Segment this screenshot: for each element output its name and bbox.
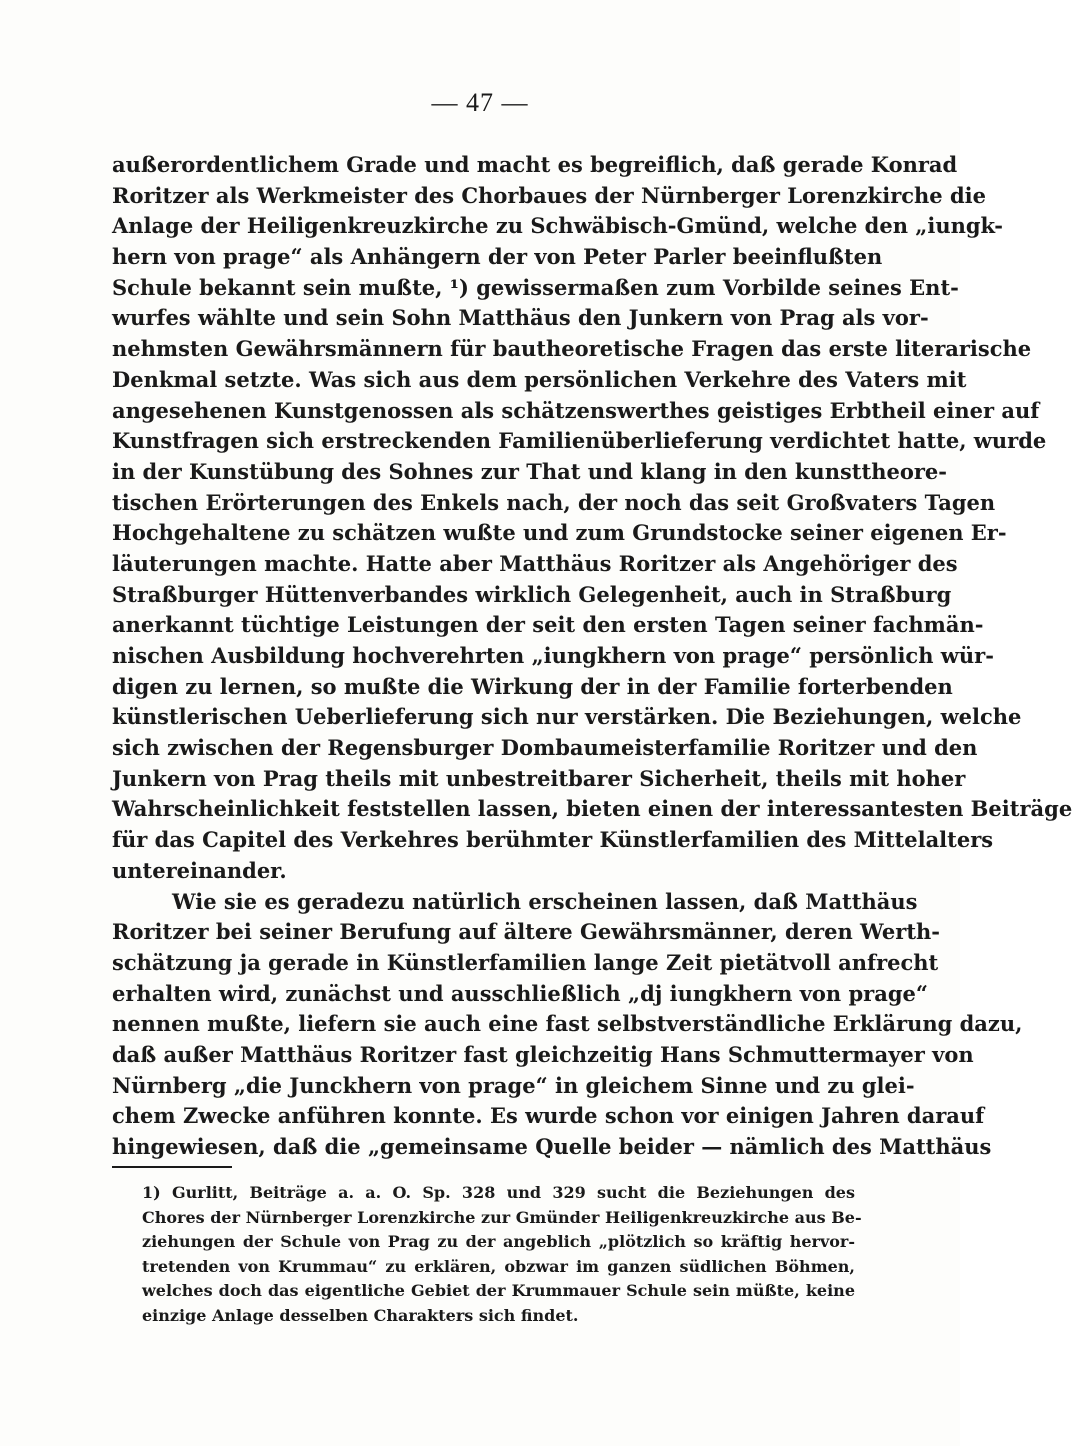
text-line: in der Kunstübung des Sohnes zur That und klang in den kunsttheore-: [112, 458, 947, 484]
text-line: Roritzer bei seiner Berufung auf ältere Gewährsmänner, deren Werth-: [112, 919, 941, 945]
footnote-divider: [112, 1166, 232, 1168]
text-line: hern von prage“ als Anhängern der von Peter Parler beeinflußten: [112, 244, 883, 270]
text-line: anerkannt tüchtige Leistungen der seit den ersten Tagen seiner fachmän-: [112, 612, 984, 638]
text-line: Junkern von Prag theils mit unbestreitbarer Sicherheit, theils mit hoher: [112, 765, 966, 791]
text-line: untereinander.: [112, 857, 287, 883]
text-line: daß außer Matthäus Roritzer fast gleichzeitig Hans Schmuttermayer von: [112, 1041, 974, 1067]
text-line: nischen Ausbildung hochverehrten „iungkhern von prage“ persönlich wür-: [112, 643, 994, 668]
text-line: Roritzer als Werkmeister des Chorbaues der Nürnberger Lorenzkirche die: [112, 182, 987, 208]
footnote-line: ziehungen der Schule von Prag zu der angeblich „plötzlich so kräftig hervor-: [142, 1232, 855, 1252]
body-text: [112, 150, 1072, 1163]
text-line: läuterungen machte. Hatte aber Matthäus Roritzer als Angehöriger des: [112, 550, 958, 576]
text-line: nehmsten Gewährsmännern für bautheoretische Fragen das erste literarische: [112, 336, 1032, 362]
text-line: Kunstfragen sich erstreckenden Familienüberlieferung verdichtet hatte, wurde: [112, 428, 1047, 454]
text-line: Denkmal setzte. Was sich aus dem persönlichen Verkehre des Vaters mit: [112, 366, 967, 392]
text-line: Anlage der Heiligenkreuzkirche zu Schwäbisch-Gmünd, welche den „iungk-: [112, 213, 1003, 239]
page-number: — 47 —: [431, 88, 529, 117]
text-line: für das Capitel des Verkehres berühmter Künstlerfamilien des Mittelalters: [112, 827, 994, 853]
paragraph-start-line: Wie sie es geradezu natürlich erscheinen lassen, daß Matthäus: [172, 888, 918, 914]
text-line: digen zu lernen, so mußte die Wirkung der in der Familie forterbenden: [112, 673, 953, 699]
footnotes: [142, 1181, 862, 1329]
text-line: hingewiesen, daß die „gemeinsame Quelle beider — nämlich des Matthäus: [112, 1134, 992, 1159]
text-line: angesehenen Kunstgenossen als schätzenswerthes geistiges Erbtheil einer auf: [112, 397, 1040, 423]
text-line: tischen Erörterungen des Enkels nach, der noch das seit Großvaters Tagen: [112, 489, 996, 515]
text-line: chem Zwecke anführen konnte. Es wurde schon vor einigen Jahren darauf: [112, 1103, 985, 1129]
text-line: sich zwischen der Regensburger Dombaumeisterfamilie Roritzer und den: [112, 735, 978, 761]
text-line: Nürnberg „die Junckhern von prage“ in gleichem Sinne und zu glei-: [112, 1072, 915, 1098]
text-line: Hochgehaltene zu schätzen wußte und zum Grundstocke seiner eigenen Er-: [112, 520, 1007, 546]
footnote-line: tretenden von Krummau“ zu erklären, obzwar im ganzen südlichen Böhmen,: [142, 1256, 855, 1276]
footnote-line: Chores der Nürnberger Lorenzkirche zur Gmünder Heiligenkreuzkirche aus Be-: [142, 1207, 862, 1227]
footnote-line: welches doch das eigentliche Gebiet der Krummauer Schule sein müßte, keine: [142, 1281, 855, 1301]
text-line: Schule bekannt sein mußte, ¹) gewissermaßen zum Vorbilde seines Ent-: [112, 274, 959, 300]
text-line: erhalten wird, zunächst und ausschließlich „dj iungkhern von prage“: [112, 980, 928, 1006]
text-line: künstlerischen Ueberlieferung sich nur verstärken. Die Beziehungen, welche: [112, 704, 1022, 730]
text-line: Wahrscheinlichkeit feststellen lassen, bieten einen der interessantesten Beiträge: [112, 796, 1072, 822]
text-line: wurfes wählte und sein Sohn Matthäus den Junkern von Prag als vor-: [112, 305, 929, 331]
footnote-line: einzige Anlage desselben Charakters sich findet.: [142, 1305, 579, 1325]
text-line: schätzung ja gerade in Künstlerfamilien lange Zeit pietätvoll anfrecht: [112, 949, 939, 975]
text-line: nennen mußte, liefern sie auch eine fast selbstverständliche Erklärung dazu,: [112, 1011, 1023, 1037]
text-line: außerordentlichem Grade und macht es begreiflich, daß gerade Konrad: [112, 152, 958, 177]
text-line: Straßburger Hüttenverbandes wirklich Gelegenheit, auch in Straßburg: [112, 581, 952, 607]
footnote-line: 1) Gurlitt, Beiträge a. a. O. Sp. 328 und 329 sucht die Beziehungen des: [142, 1183, 855, 1202]
